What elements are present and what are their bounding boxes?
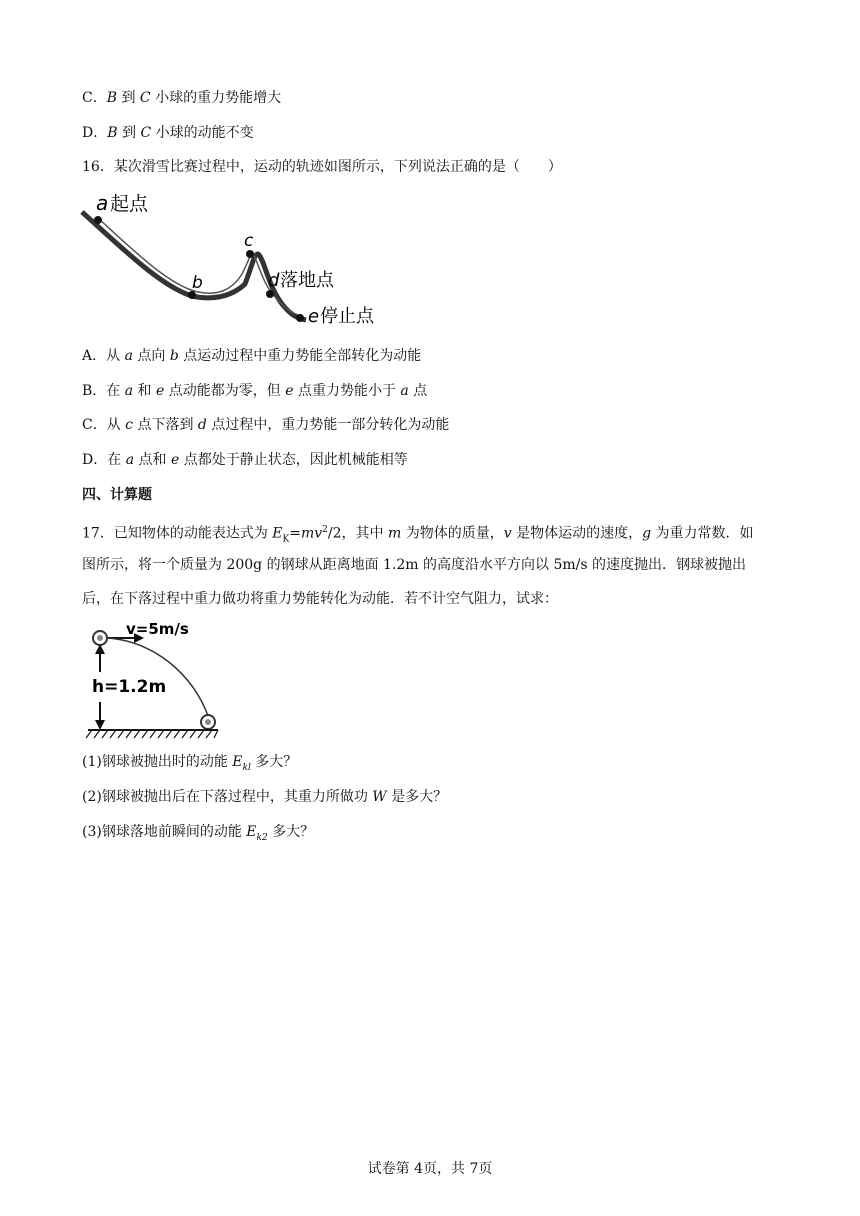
q17-sub3: (3)钢球落地前瞬间的动能 $E_{k2}$ 多大？ — [82, 824, 315, 843]
ski-track-line — [98, 218, 302, 316]
q16-option-a: A．从 a 点向 b 点运动过程中重力势能全部转化为动能 — [82, 348, 422, 364]
ski-slope-ground — [82, 212, 306, 320]
point-e-text: 停止点 — [320, 306, 374, 327]
height-label: h=1.2m — [92, 677, 167, 697]
q17-stem-line2: 图所示，将一个质量为 200g 的钢球从距离地面 1.2m 的高度沿水平方向以 5m/s 的速度抛出．钢球被抛出 — [82, 557, 747, 573]
q15-option-c: C．B 到 C 小球的重力势能增大 — [82, 90, 282, 106]
page-footer: 试卷第 4页，共 7页 — [367, 1161, 493, 1177]
q16-option-d: D．在 a 点和 e 点都处于静止状态，因此机械能相等 — [82, 452, 408, 468]
section-title: 四、计算题 — [82, 487, 152, 503]
point-e — [296, 314, 304, 322]
q16-option-c: C．从 c 点下落到 d 点过程中，重力势能一部分转化为动能 — [82, 417, 450, 433]
ski-track-figure — [80, 186, 400, 336]
point-b-label: b — [192, 273, 203, 293]
q17-sub2: (2)钢球被抛出后在下落过程中，其重力所做功 W 是多大？ — [82, 789, 448, 805]
q17-stem-line1: 17．已知物体的动能表达式为 $E_K=mv^2/2$，其中 m 为物体的质量，v 是物体运动的速度，g 为重力常数．如 — [82, 525, 754, 545]
point-c-label: c — [244, 231, 254, 251]
point-a-text: 起点 — [110, 193, 149, 215]
point-d-text: 落地点 — [280, 270, 334, 291]
q16-stem: 16．某次滑雪比赛过程中，运动的轨迹如图所示，下列说法正确的是（ ） — [82, 159, 562, 175]
point-d-label: d — [268, 270, 280, 291]
point-a — [94, 216, 102, 224]
point-e-label: e — [308, 306, 320, 327]
q17-sub1: (1)钢球被抛出时的动能 $E_{kl}$ 多大？ — [82, 754, 298, 773]
q17-stem-line3: 后，在下落过程中重力做功将重力势能转化为动能．若不计空气阻力，试求： — [82, 591, 558, 607]
q16-option-b: B．在 a 和 e 点动能都为零，但 e 点重力势能小于 a 点 — [82, 383, 428, 399]
velocity-label: v=5m/s — [126, 620, 189, 638]
point-a-label: a — [96, 191, 109, 215]
q15-option-d: D．B 到 C 小球的动能不变 — [82, 125, 254, 141]
point-c — [246, 250, 254, 258]
point-d — [266, 290, 274, 298]
projectile-figure — [84, 616, 234, 746]
